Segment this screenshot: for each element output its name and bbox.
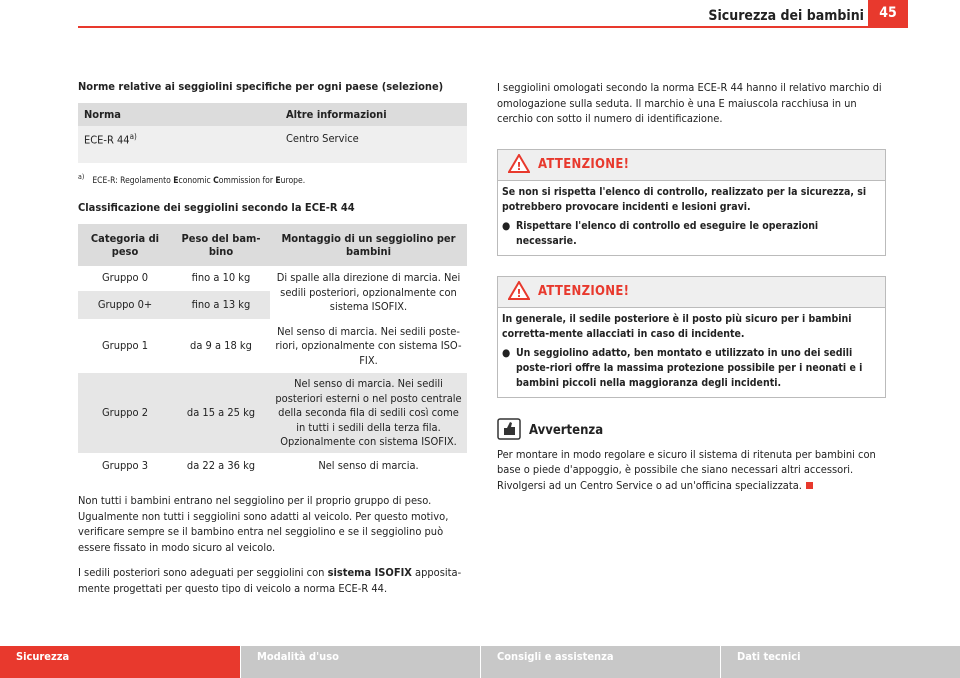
note-header xyxy=(497,418,886,443)
table-header-weight: Peso del bam-bino xyxy=(172,224,270,266)
footer-tab-consigli-assistenza[interactable]: Consigli e assistenza xyxy=(480,646,720,678)
cell-weight: fino a 10 kg xyxy=(172,266,270,290)
footnote-ref: a) xyxy=(129,132,137,141)
warning-bullet: ● Rispettare l'elenco di controllo ed eseguire le operazioni necessarie. xyxy=(502,219,819,247)
table-row xyxy=(78,126,467,163)
norma-cell: ECE-R 44$^{a)}$ xyxy=(78,126,280,163)
section-title-norms: Norme relative ai seggiolini specifiche per ogni paese (selezione) xyxy=(78,80,444,93)
cell-weight: fino a 13 kg xyxy=(172,290,270,320)
table-row xyxy=(78,266,467,290)
warning-box xyxy=(497,149,886,256)
left-column xyxy=(78,80,467,596)
cell-mounting: Nel senso di marcia. Nei sedili posteriori esterni o nel posto centrale della seconda fila di sedili così come in tutti i sedili della terza fila. Opzionalmente con sistema ISOFIX. xyxy=(270,372,467,454)
warning-triangle-icon xyxy=(508,154,530,176)
svg-text:!: ! xyxy=(516,286,522,300)
cell-category: Gruppo 0+ xyxy=(78,290,172,320)
right-column xyxy=(497,80,886,493)
cell-category: Gruppo 2 xyxy=(78,372,172,454)
table-header-info: Altre informazioni xyxy=(280,103,467,126)
warning-text: In generale, il sedile posteriore è il posto più sicuro per i bambini corretta-mente allacciati in caso di incidente. xyxy=(502,312,852,340)
warning-title: ATTENZIONE! xyxy=(538,157,630,172)
paragraph-approval: I seggiolini omologati secondo la norma ECE-R 44 hanno il relativo marchio di omologazione sulla seduta. Il marchio è una E maiuscola racchiusa in un cerchio con sotto il numero di identificazione. xyxy=(497,81,882,125)
table-header-category: Categoria di peso xyxy=(78,224,172,266)
cell-mounting: Nel senso di marcia. xyxy=(270,454,467,478)
warning-header xyxy=(498,277,885,308)
warning-header xyxy=(498,150,885,181)
cell-category: Gruppo 1 xyxy=(78,320,172,372)
page-number: 45 xyxy=(868,0,908,26)
classification-table xyxy=(78,224,467,479)
cell-weight: da 15 a 25 kg xyxy=(172,372,270,454)
paragraph-fit: Non tutti i bambini entrano nel seggiolino per il proprio gruppo di peso. Ugualmente non tutti i seggiolini sono adatti al veicolo. Per questo motivo, verificare sempre se il bambino entra nel seggiolino e se il seggiolino può essere fissato in modo sicuro al veicolo. xyxy=(78,494,449,554)
end-of-section-mark xyxy=(806,482,813,489)
footnote: $^{a)}$ ECE-R: Regolamento Economic Commission for Europe. xyxy=(78,172,306,186)
table-row xyxy=(78,372,467,454)
warning-text: Se non si rispetta l'elenco di controllo, realizzato per la sicurezza, si potrebbero provocare incidenti e lesioni gravi. xyxy=(502,185,867,213)
footer-tab-modalita-uso[interactable]: Modalità d'uso xyxy=(240,646,480,678)
table-header-mounting: Montaggio di un seggiolino per bambini xyxy=(270,224,467,266)
warning-box xyxy=(497,276,886,398)
footer-nav xyxy=(0,646,960,678)
section-title-classification: Classificazione dei seggiolini secondo la ECE-R 44 xyxy=(78,201,355,215)
cell-category: Gruppo 3 xyxy=(78,454,172,478)
norms-table xyxy=(78,103,467,163)
table-header-norma: Norma xyxy=(78,103,280,126)
cell-category: Gruppo 0 xyxy=(78,266,172,290)
footnote-mark: a) xyxy=(78,172,85,181)
cell-weight: da 9 a 18 kg xyxy=(172,320,270,372)
warning-title: ATTENZIONE! xyxy=(538,284,630,299)
header-rule xyxy=(78,26,908,28)
note-icon xyxy=(497,418,521,443)
table-row xyxy=(78,454,467,478)
paragraph-isofix: I sedili posteriori sono adeguati per seggiolini con sistema ISOFIX apposita-mente progettati per questo tipo di veicolo a norma ECE-R 44. xyxy=(78,566,462,595)
cell-weight: da 22 a 36 kg xyxy=(172,454,270,478)
page-header-title: Sicurezza dei bambini xyxy=(708,8,864,24)
svg-text:!: ! xyxy=(516,159,522,173)
note-text: Per montare in modo regolare e sicuro il sistema di ritenuta per bambini con base o piede d'appoggio, è possibile che siano necessari altri accessori. Rivolgersi ad un Centro Service o ad un'officina specializzata. xyxy=(497,447,876,492)
note-title: Avvertenza xyxy=(529,422,604,438)
warning-triangle-icon xyxy=(508,281,530,303)
info-cell: Centro Service xyxy=(280,126,467,163)
cell-mounting: Di spalle alla direzione di marcia. Nei sedili posteriori, opzionalmente con sistema ISOFIX. xyxy=(270,266,467,320)
isofix-bold: sistema ISOFIX xyxy=(327,566,412,580)
footer-tab-sicurezza[interactable]: Sicurezza xyxy=(0,646,240,678)
warning-body xyxy=(498,308,885,397)
footer-tab-dati-tecnici[interactable]: Dati tecnici xyxy=(720,646,960,678)
table-row xyxy=(78,320,467,372)
cell-mounting: Nel senso di marcia. Nei sedili poste-riori, opzionalmente con sistema ISO-FIX. xyxy=(270,320,467,372)
warning-body xyxy=(498,181,885,255)
warning-bullet: ● Un seggiolino adatto, ben montato e utilizzato in uno dei sedili poste-riori offre la massima protezione possibile per i neonati e i bambini piccoli nella maggioranza degli incidenti. xyxy=(502,346,863,389)
